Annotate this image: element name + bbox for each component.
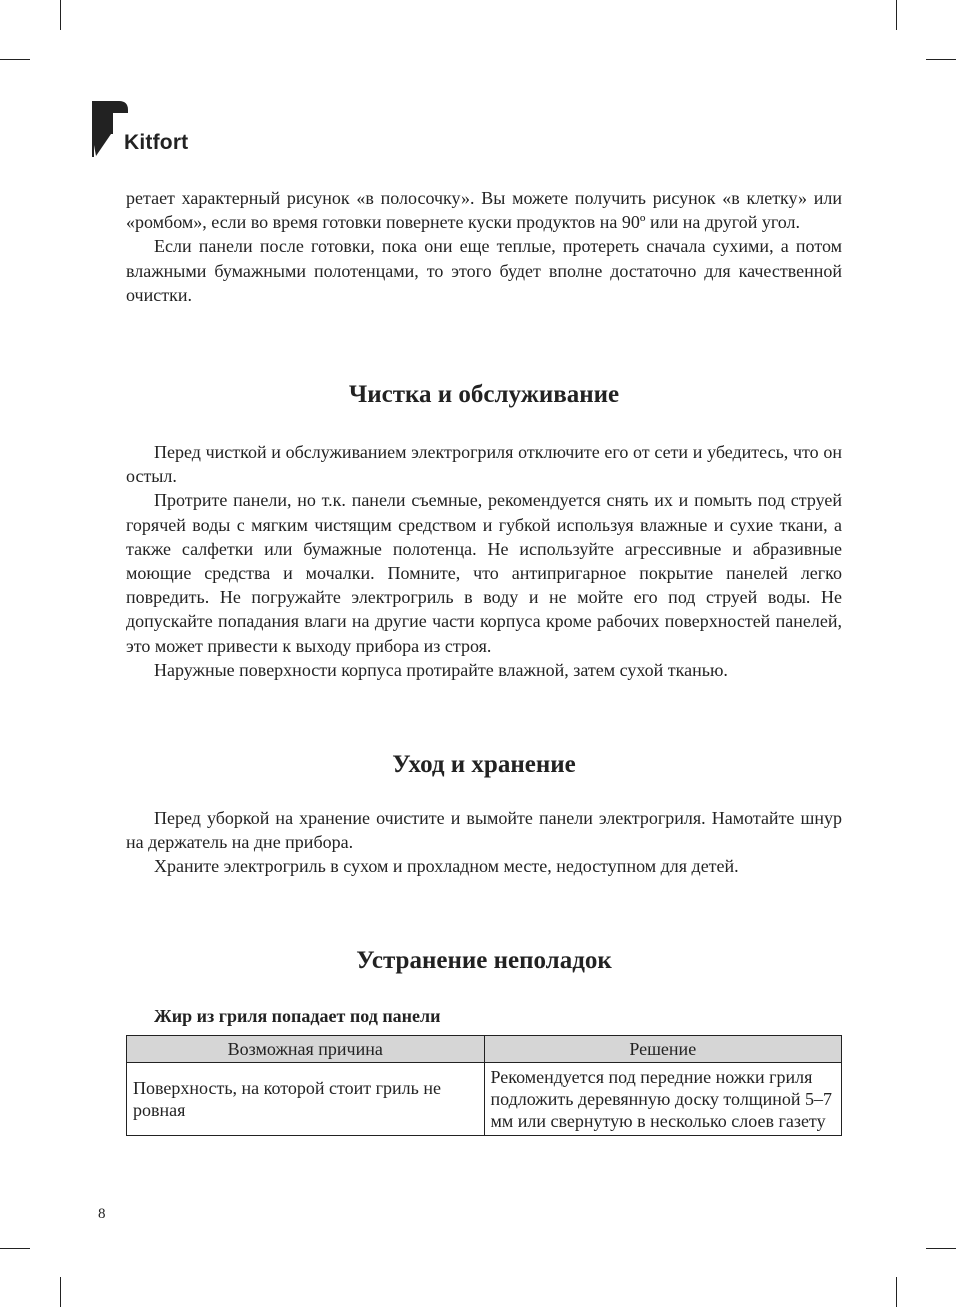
troubleshooting-table: [126, 1035, 842, 1136]
cleaning-paragraph: Протрите панели, но т.к. панели съемные, рекомендуется снять их и помыть под струей горячей воды с мягким чистящим средством и губкой используя влажные и сухие ткани, а также салфетки или бумажные полотенца. Не используйте агрессивные и абразивные моющие средства и мочалки. Помните, что антипригарное покрытие панелей легко повредить. Не погружайте электрогриль в воду и не мойте его под струей воды. Не допускайте попадания влаги на другие части корпуса кроме рабочих поверхностей панелей, это может привести к выходу прибора из строя.: [126, 490, 842, 656]
table-row: [127, 1062, 842, 1135]
cause-cell: Поверхность, на которой стоит гриль не ровная: [127, 1062, 485, 1135]
crop-mark: [0, 59, 30, 60]
column-header-cause: Возможная причина: [127, 1035, 485, 1062]
solution-cell: Рекомендуется под передние ножки гриля подложить деревянную доску толщиной 5–7 мм или свернутую в несколько слоев газету: [484, 1062, 842, 1135]
crop-mark: [0, 1248, 30, 1249]
page-content: [126, 186, 842, 1136]
crop-mark: [60, 0, 61, 30]
kitfort-logo-icon: [92, 101, 128, 157]
crop-mark: [926, 59, 956, 60]
cleaning-paragraph: Наружные поверхности корпуса протирайте влажной, затем сухой тканью.: [154, 659, 728, 680]
table-header-row: [127, 1035, 842, 1062]
brand-logo: [92, 101, 222, 157]
crop-mark: [926, 1248, 956, 1249]
crop-mark: [896, 1277, 897, 1307]
storage-paragraph: Перед уборкой на хранение очистите и вымойте панели электрогриля. Намотайте шнур на держатель на дне прибора.: [126, 808, 842, 853]
intro-paragraph: ретает характерный рисунок «в полосочку». Вы можете получить рисунок «в клетку» или «ромбом», если во время готовки повернете куски продуктов на 90º или на другой угол.: [126, 188, 842, 233]
section-title-storage: Уход и хранение: [392, 751, 576, 779]
column-header-solution: Решение: [484, 1035, 842, 1062]
intro-paragraph: Если панели после готовки, пока они еще теплые, протереть сначала сухими, а потом влажными бумажными полотенцами, то этого будет вполне достаточно для качественной очистки.: [126, 236, 842, 305]
crop-mark: [60, 1277, 61, 1307]
storage-paragraph: Храните электрогриль в сухом и прохладном месте, недоступном для детей.: [154, 856, 739, 877]
crop-mark: [896, 0, 897, 30]
page-number: 8: [98, 1206, 106, 1222]
section-title-troubleshooting: Устранение неполадок: [356, 946, 612, 974]
brand-name: Kitfort: [124, 131, 189, 154]
problem-heading: Жир из гриля попадает под панели: [154, 1005, 441, 1026]
section-title-cleaning: Чистка и обслуживание: [348, 381, 620, 409]
cleaning-paragraph: Перед чисткой и обслуживанием электрогриля отключите его от сети и убедитесь, что он остыл.: [126, 442, 842, 487]
